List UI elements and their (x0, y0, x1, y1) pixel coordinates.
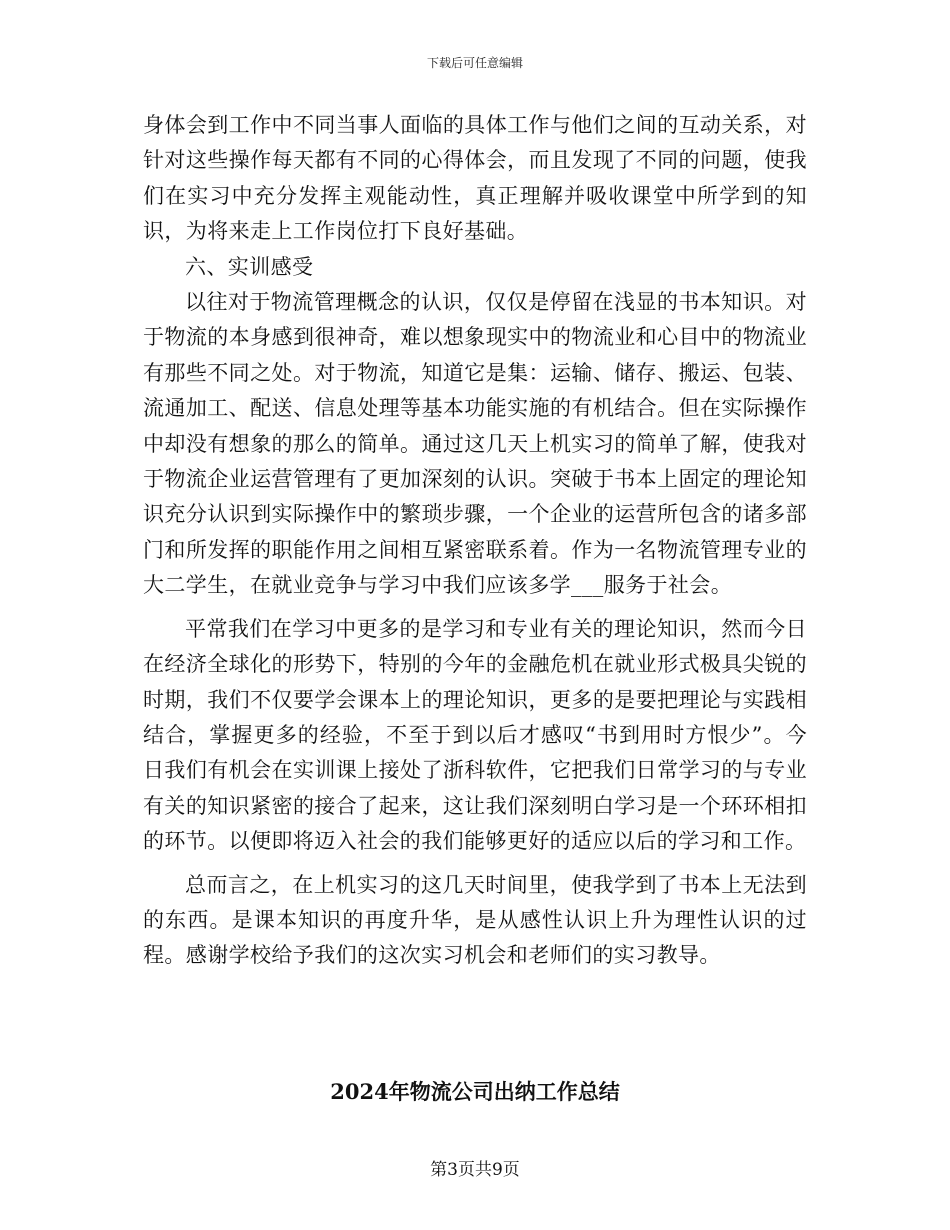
paragraph: 以往对于物流管理概念的认识，仅仅是停留在浅显的书本知识。对于物流的本身感到很神奇，难以想象现实中的物流业和心目中的物流业有那些不同之处。对于物流，知道它是集：运输、储存、搬运、包装、流通加工、配送、信息处理等基本功能实施的有机结合。但在实际操作中却没有想象的那么的简单。通过这几天上机实习的简单了解，使我对于物流企业运营管理有了更加深刻的认识。突破于书本上固定的理论知识充分认识到实际操作中的繁琐步骤，一个企业的运营所包含的诸多部门和所发挥的职能作用之间相互紧密联系着。作为一名物流管理专业的大二学生，在就业竞争与学习中我们应该多学___服务于社会。 (143, 290, 807, 598)
paragraph: 平常我们在学习中更多的是学习和专业有关的理论知识，然而今日在经济全球化的形势下，特别的今年的金融危机在就业形式极具尖锐的时期，我们不仅要学会课本上的理论知识，更多的是要把理论与实践相结合，掌握更多的经验，不至于到以后才感叹“书到用时方恨少”。今日我们有机会在实训课上接处了浙科软件，它把我们日常学习的与专业有关的知识紧密的接合了起来，这让我们深刻明白学习是一个环环相扣的环节。以便即将迈入社会的我们能够更好的适应以后的学习和工作。 (143, 616, 807, 854)
document-body (143, 108, 807, 974)
page-footer: 第3页共9页 (430, 1160, 520, 1180)
section-heading: 六、实训感受 (185, 254, 314, 279)
paragraph: 总而言之，在上机实习的这几天时间里，使我学到了书本上无法到的东西。是课本知识的再度升华，是从感性认识上升为理性认识的过程。感谢学校给予我们的这次实习机会和老师们的实习教导。 (143, 872, 807, 968)
page-header: 下载后可任意编辑 (426, 56, 523, 70)
next-document-title: 2024年物流公司出纳工作总结 (330, 1079, 620, 1104)
paragraph-continuation: 身体会到工作中不同当事人面临的具体工作与他们之间的互动关系，对针对这些操作每天都有不同的心得体会，而且发现了不同的问题，使我们在实习中充分发挥主观能动性，真正理解并吸收课堂中所学到的知识，为将来走上工作岗位打下良好基础。 (143, 113, 807, 244)
